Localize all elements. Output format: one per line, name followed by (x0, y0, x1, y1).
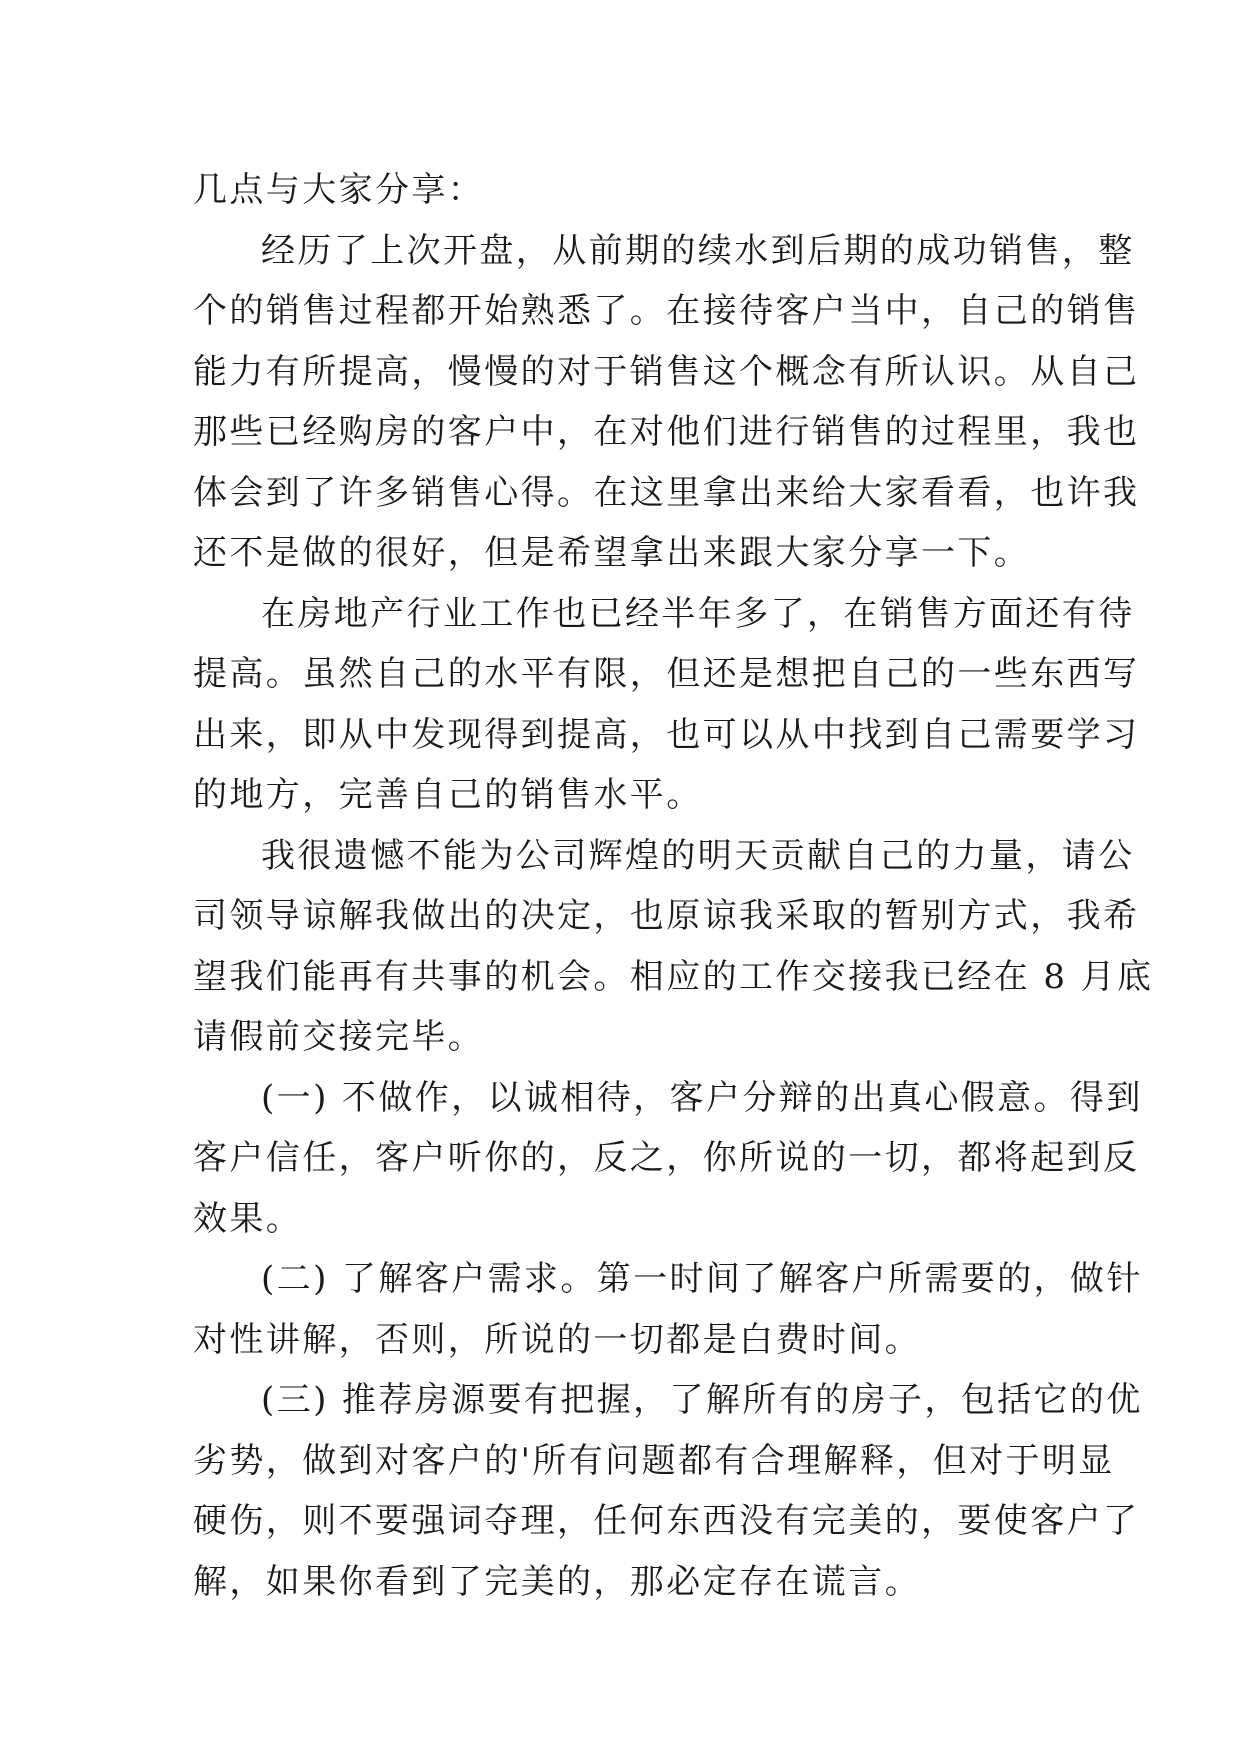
text-line: (一) 不做作，以诚相待，客户分辩的出真心假意。得到 (261, 1077, 1143, 1118)
text-line: 提高。虽然自己的水平有限，但还是想把自己的一些东西写 (193, 654, 1140, 694)
text-line: 请假前交接完毕。 (193, 1017, 485, 1057)
text-line: 硬伤，则不要强词夺理，任何东西没有完美的，要使客户了 (193, 1501, 1140, 1541)
text-line: (三) 推荐房源要有把握，了解所有的房子，包括它的优 (261, 1380, 1143, 1420)
text-line: 个的销售过程都开始熟悉了。在接待客户当中，自己的销售 (193, 291, 1140, 331)
text-line: 效果。 (193, 1198, 303, 1239)
text-line: 几点与大家分享： (193, 170, 485, 210)
text-line: 的地方，完善自己的销售水平。 (193, 775, 703, 815)
text-line: 出来，即从中发现得到提高，也可以从中找到自己需要学习 (193, 714, 1140, 755)
text-line: 望我们能再有共事的机会。相应的工作交接我已经在 8 月底 (193, 956, 1154, 997)
text-line: 司领导谅解我做出的决定，也原谅我采取的暂别方式，我希 (193, 896, 1140, 936)
text-line: 还不是做的很好，但是希望拿出来跟大家分享一下。 (193, 533, 1031, 573)
text-line: 那些已经购房的客户中，在对他们进行销售的过程里，我也 (193, 412, 1140, 452)
text-line: 对性讲解，否则，所说的一切都是白费时间。 (193, 1319, 921, 1360)
text-line: 在房地产行业工作也已经半年多了，在销售方面还有待 (261, 593, 1135, 634)
text-line: 解，如果你看到了完美的，那必定存在谎言。 (193, 1561, 921, 1602)
text-line: (二) 了解客户需求。第一时间了解客户所需要的，做针 (261, 1259, 1143, 1299)
document-body (193, 160, 1154, 1612)
text-line: 经历了上次开盘，从前期的续水到后期的成功销售，整 (261, 230, 1135, 271)
text-line: 劣势，做到对客户的'所有问题都有合理解释，但对于明显 (193, 1440, 1115, 1481)
text-line: 体会到了许多销售心得。在这里拿出来给大家看看，也许我 (193, 472, 1140, 513)
text-line: 客户信任，客户听你的，反之，你所说的一切，都将起到反 (193, 1138, 1140, 1178)
text-line: 能力有所提高，慢慢的对于销售这个概念有所认识。从自己 (193, 351, 1140, 392)
text-line: 我很遗憾不能为公司辉煌的明天贡献自己的力量，请公 (261, 835, 1135, 876)
